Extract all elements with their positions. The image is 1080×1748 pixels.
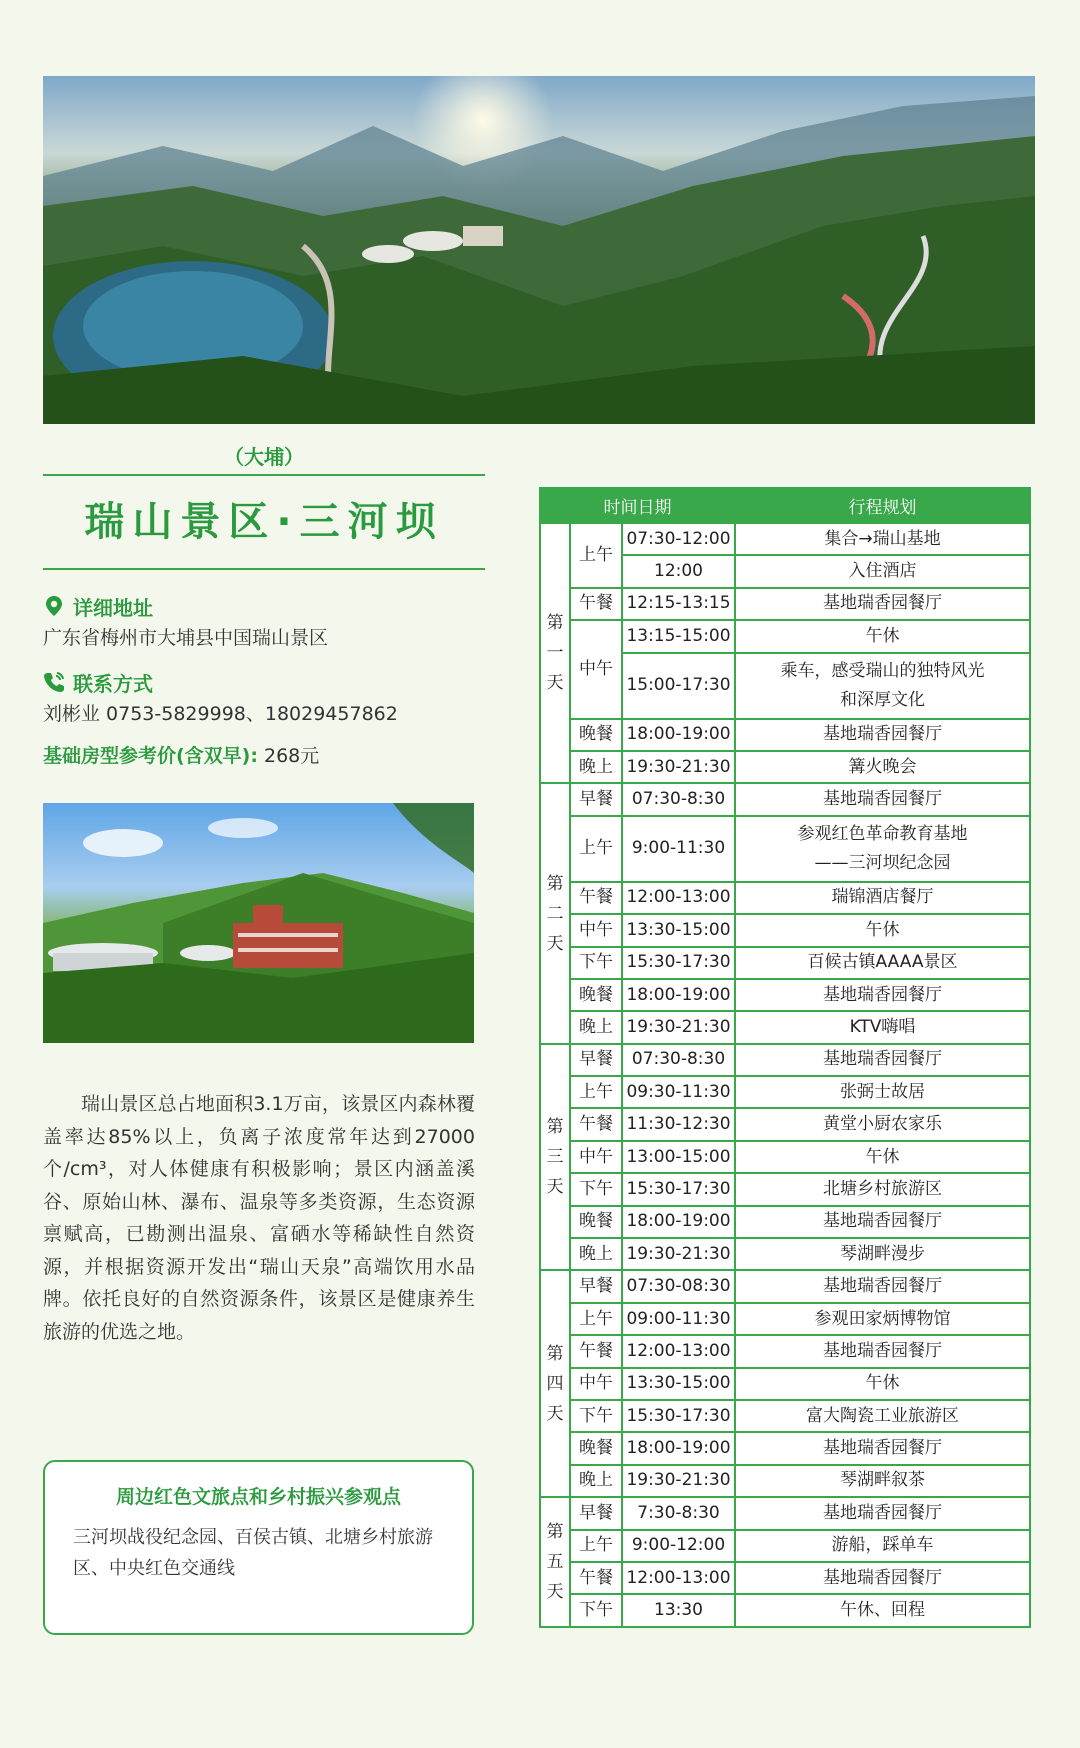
table-row	[540, 1206, 1030, 1238]
plan-cell: 百候古镇AAAA景区	[735, 947, 1030, 979]
resort-photo	[43, 803, 474, 1043]
period-cell: 中午	[570, 620, 622, 718]
period-cell: 晚上	[570, 751, 622, 783]
period-cell: 下午	[570, 1400, 622, 1432]
table-row	[540, 1400, 1030, 1432]
price-line	[43, 740, 485, 772]
time-cell: 12:00-13:00	[622, 882, 735, 914]
plan-cell: 基地瑞香园餐厅	[735, 588, 1030, 620]
period-cell: 晚餐	[570, 979, 622, 1011]
plan-cell: 集合→瑞山基地	[735, 523, 1030, 555]
table-row	[540, 914, 1030, 946]
plan-cell: 基地瑞香园餐厅	[735, 1497, 1030, 1529]
time-cell: 19:30-21:30	[622, 1465, 735, 1497]
table-row	[540, 1076, 1030, 1108]
plan-line-1: 参观红色革命教育基地	[797, 823, 968, 844]
period-cell: 早餐	[570, 1497, 622, 1529]
plan-cell: 篝火晚会	[735, 751, 1030, 783]
plan-cell: 基地瑞香园餐厅	[735, 1335, 1030, 1367]
plan-cell: 黄堂小厨农家乐	[735, 1108, 1030, 1140]
day-label: 第 一 天	[540, 523, 570, 783]
time-cell: 07:30-8:30	[622, 1044, 735, 1076]
period-cell: 午餐	[570, 588, 622, 620]
time-cell: 18:00-19:00	[622, 1206, 735, 1238]
period-cell: 中午	[570, 1368, 622, 1400]
time-cell: 19:30-21:30	[622, 1011, 735, 1043]
region-label: （大埔）	[224, 445, 304, 469]
table-row	[540, 620, 1030, 652]
period-cell: 下午	[570, 1594, 622, 1626]
contact-heading	[43, 666, 485, 698]
time-cell: 12:00-13:00	[622, 1335, 735, 1367]
time-cell: 13:00-15:00	[622, 1141, 735, 1173]
plan-cell-multiline	[735, 653, 1030, 719]
period-cell: 晚上	[570, 1011, 622, 1043]
itinerary-table	[539, 487, 1031, 1628]
time-cell: 9:00-12:00	[622, 1530, 735, 1562]
table-row	[540, 1011, 1030, 1043]
table-row	[540, 1173, 1030, 1205]
time-cell: 18:00-19:00	[622, 979, 735, 1011]
description-paragraph: 瑞山景区总占地面积3.1万亩，该景区内森林覆盖率达85%以上，负离子浓度常年达到27000个/cm³，对人体健康有积极影响；景区内涵盖溪谷、原始山林、瀑布、温泉等多类资源，生态资源禀赋高，已勘测出温泉、富硒水等稀缺性自然资源，并根据资源开发出“瑞山天泉”高端饮用水品牌。依托良好的自然资源条件，该景区是健康养生旅游的优选之地。	[43, 1093, 475, 1343]
time-cell: 15:30-17:30	[622, 947, 735, 979]
period-cell: 午餐	[570, 882, 622, 914]
period-cell: 上午	[570, 523, 622, 588]
period-cell: 上午	[570, 816, 622, 882]
plan-line-2: 和深厚文化	[840, 689, 925, 710]
table-row	[540, 1530, 1030, 1562]
table-row	[540, 882, 1030, 914]
time-cell: 09:00-11:30	[622, 1303, 735, 1335]
table-row	[540, 1303, 1030, 1335]
table-row	[540, 816, 1030, 882]
day-label: 第 四 天	[540, 1270, 570, 1497]
table-row	[540, 1238, 1030, 1270]
plan-cell-multiline	[735, 816, 1030, 882]
table-row	[540, 751, 1030, 783]
time-cell: 18:00-19:00	[622, 719, 735, 751]
time-cell: 12:00-13:00	[622, 1562, 735, 1594]
period-cell: 下午	[570, 947, 622, 979]
plan-cell: 午休	[735, 1141, 1030, 1173]
table-row	[540, 947, 1030, 979]
time-cell: 13:30	[622, 1594, 735, 1626]
table-row	[540, 1044, 1030, 1076]
table-row	[540, 783, 1030, 815]
period-cell: 晚餐	[570, 719, 622, 751]
period-cell: 晚上	[570, 1465, 622, 1497]
period-cell: 午餐	[570, 1335, 622, 1367]
table-row	[540, 1562, 1030, 1594]
time-cell: 13:15-15:00	[622, 620, 735, 652]
table-row	[540, 1497, 1030, 1529]
divider-bottom	[43, 568, 485, 570]
nearby-heading: 周边红色文旅点和乡村振兴参观点	[115, 1486, 401, 1508]
period-cell: 下午	[570, 1173, 622, 1205]
period-cell: 晚餐	[570, 1432, 622, 1464]
plan-cell: 午休	[735, 1368, 1030, 1400]
day-label: 第 三 天	[540, 1044, 570, 1271]
table-row	[540, 1141, 1030, 1173]
plan-cell: 瑞锦酒店餐厅	[735, 882, 1030, 914]
time-cell: 15:00-17:30	[622, 653, 735, 719]
period-cell: 上午	[570, 1530, 622, 1562]
table-row	[540, 588, 1030, 620]
period-cell: 中午	[570, 1141, 622, 1173]
period-cell: 中午	[570, 914, 622, 946]
contact-heading-text: 联系方式	[73, 671, 153, 696]
plan-cell: 游船，踩单车	[735, 1530, 1030, 1562]
address-text: 广东省梅州市大埔县中国瑞山景区	[43, 627, 329, 649]
resort-building-illustration	[43, 803, 474, 1043]
time-cell: 07:30-8:30	[622, 783, 735, 815]
table-row	[540, 1335, 1030, 1367]
time-cell: 9:00-11:30	[622, 816, 735, 882]
plan-cell: 入住酒店	[735, 555, 1030, 587]
table-row	[540, 1270, 1030, 1302]
time-cell: 19:30-21:30	[622, 1238, 735, 1270]
plan-cell: KTV嗨唱	[735, 1011, 1030, 1043]
period-cell: 早餐	[570, 1044, 622, 1076]
page-title: 瑞山景区·三河坝	[84, 499, 444, 545]
time-cell: 13:30-15:00	[622, 914, 735, 946]
plan-cell: 基地瑞香园餐厅	[735, 1206, 1030, 1238]
period-cell: 上午	[570, 1076, 622, 1108]
price-value: 268元	[257, 745, 320, 767]
period-cell: 上午	[570, 1303, 622, 1335]
price-label: 基础房型参考价(含双早):	[43, 745, 258, 767]
left-column	[43, 440, 485, 772]
plan-line-1: 乘车，感受瑞山的独特风光	[780, 660, 985, 681]
nearby-attractions-box	[43, 1460, 474, 1635]
time-cell: 07:30-12:00	[622, 523, 735, 555]
header-plan: 行程规划	[735, 488, 1030, 523]
table-row	[540, 1432, 1030, 1464]
time-cell: 07:30-08:30	[622, 1270, 735, 1302]
period-cell: 早餐	[570, 783, 622, 815]
plan-cell: 午休	[735, 620, 1030, 652]
itinerary-table-wrapper	[539, 487, 1031, 1628]
contact-text: 刘彬业 0753-5829998、18029457862	[43, 703, 398, 725]
plan-cell: 基地瑞香园餐厅	[735, 719, 1030, 751]
address-heading	[43, 590, 485, 622]
table-row	[540, 1594, 1030, 1626]
plan-cell: 琴湖畔漫步	[735, 1238, 1030, 1270]
plan-cell: 张弼士故居	[735, 1076, 1030, 1108]
table-row	[540, 1465, 1030, 1497]
period-cell: 午餐	[570, 1108, 622, 1140]
header-date: 时间日期	[540, 488, 735, 523]
period-cell: 早餐	[570, 1270, 622, 1302]
plan-cell: 基地瑞香园餐厅	[735, 1044, 1030, 1076]
plan-line-2: ——三河坝纪念园	[814, 852, 951, 873]
day-label: 第 五 天	[540, 1497, 570, 1627]
time-cell: 09:30-11:30	[622, 1076, 735, 1108]
time-cell: 7:30-8:30	[622, 1497, 735, 1529]
time-cell: 15:30-17:30	[622, 1173, 735, 1205]
location-pin-icon	[43, 595, 65, 617]
time-cell: 11:30-12:30	[622, 1108, 735, 1140]
plan-cell: 富大陶瓷工业旅游区	[735, 1400, 1030, 1432]
phone-icon	[43, 671, 65, 693]
table-header-row	[540, 488, 1030, 523]
table-row	[540, 719, 1030, 751]
table-row	[540, 1108, 1030, 1140]
day-label: 第 二 天	[540, 783, 570, 1043]
plan-cell: 北塘乡村旅游区	[735, 1173, 1030, 1205]
table-row	[540, 1368, 1030, 1400]
period-cell: 晚餐	[570, 1206, 622, 1238]
time-cell: 12:00	[622, 555, 735, 587]
time-cell: 19:30-21:30	[622, 751, 735, 783]
nearby-text: 三河坝战役纪念园、百侯古镇、北塘乡村旅游区、中央红色交通线	[73, 1527, 433, 1579]
time-cell: 13:30-15:00	[622, 1368, 735, 1400]
address-heading-text: 详细地址	[73, 595, 153, 620]
plan-cell: 基地瑞香园餐厅	[735, 1562, 1030, 1594]
time-cell: 12:15-13:15	[622, 588, 735, 620]
plan-cell: 基地瑞香园餐厅	[735, 783, 1030, 815]
plan-cell: 基地瑞香园餐厅	[735, 1432, 1030, 1464]
plan-cell: 参观田家炳博物馆	[735, 1303, 1030, 1335]
hero-panorama-photo	[43, 76, 1035, 424]
table-row	[540, 979, 1030, 1011]
table-row	[540, 523, 1030, 555]
period-cell: 晚上	[570, 1238, 622, 1270]
period-cell: 午餐	[570, 1562, 622, 1594]
plan-cell: 午休、回程	[735, 1594, 1030, 1626]
mountain-landscape-illustration	[43, 76, 1035, 424]
plan-cell: 基地瑞香园餐厅	[735, 979, 1030, 1011]
plan-cell: 基地瑞香园餐厅	[735, 1270, 1030, 1302]
plan-cell: 午休	[735, 914, 1030, 946]
time-cell: 18:00-19:00	[622, 1432, 735, 1464]
plan-cell: 琴湖畔叙茶	[735, 1465, 1030, 1497]
time-cell: 15:30-17:30	[622, 1400, 735, 1432]
